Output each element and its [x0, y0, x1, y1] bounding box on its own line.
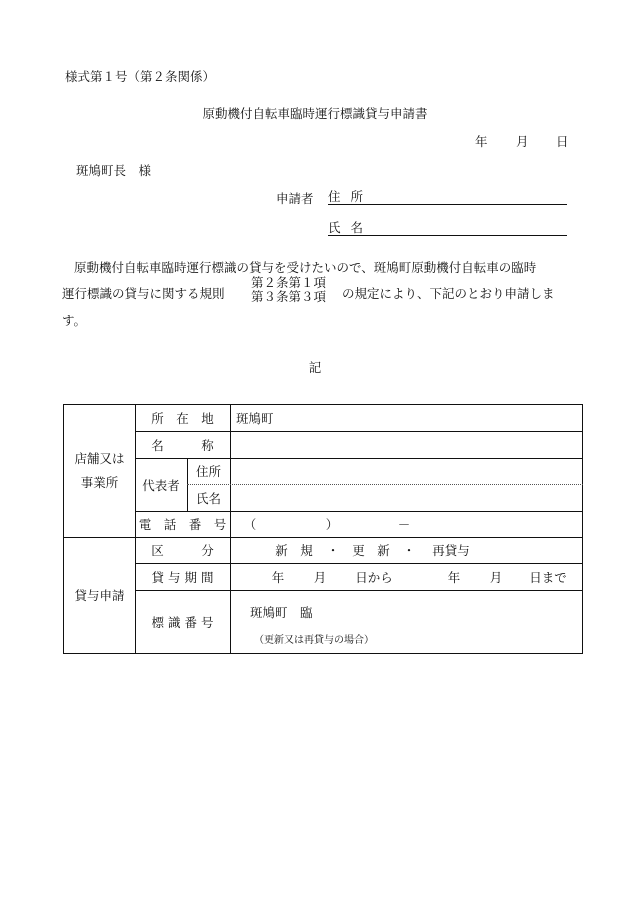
period-from: 日から [355, 569, 393, 585]
phone-close-paren: ） [325, 517, 339, 532]
date-year-label: 年 [475, 134, 488, 149]
body-paragraph-2-left: 運行標識の貸与に関する規則 [62, 286, 225, 301]
applicant-name-field[interactable] [328, 218, 567, 236]
rule-option-1: 第２条第１項 [251, 275, 327, 290]
phone-dash: － [397, 517, 411, 532]
section-store-label [64, 405, 135, 537]
body-paragraph-1: 原動機付自転車臨時運行標識の貸与を受けたいので、斑鳩町原動機付自転車の臨時 [74, 260, 537, 275]
sign-number-value[interactable]: 斑鳩町 臨 [250, 605, 313, 620]
category-label: 区 分 [151, 543, 214, 558]
sign-number-label: 標 識 番 号 [151, 614, 214, 630]
period-month-1: 月 [313, 569, 327, 585]
period-label: 貸 与 期 間 [151, 569, 214, 585]
location-value[interactable]: 斑鳩町 [236, 411, 274, 426]
business-name-value[interactable] [236, 431, 576, 458]
rep-name-value[interactable] [236, 484, 576, 511]
rep-address-value[interactable] [236, 458, 576, 484]
section-store-label-line1: 店舗又は [74, 451, 125, 466]
applicant-name-label: 氏名 [328, 220, 374, 235]
form-number: 様式第１号（第２条関係） [65, 69, 216, 84]
section-store-label-line2: 事業所 [80, 475, 119, 490]
rule-option-2: 第３条第３項 [251, 289, 327, 304]
date-month-label: 月 [516, 134, 529, 149]
document-title: 原動機付自転車臨時運行標識貸与申請書 [202, 106, 428, 121]
body-paragraph-2-right: の規定により、下記のとおり申請しま [342, 286, 555, 301]
body-paragraph-3: す。 [62, 313, 87, 328]
rule-options [251, 276, 326, 304]
period-month-2: 月 [489, 569, 503, 585]
representative-label: 代表者 [142, 477, 180, 493]
ki-heading: 記 [308, 360, 322, 375]
category-separator-2: ・ [402, 543, 416, 558]
category-new-option[interactable]: 新 規 [275, 543, 313, 558]
business-name-label: 名 称 [151, 437, 214, 453]
category-reloan-option[interactable]: 再貸与 [432, 543, 470, 558]
applicant-address-field[interactable] [328, 187, 567, 205]
period-year-2: 年 [447, 569, 461, 585]
section-loan-label: 貸与申請 [74, 588, 125, 603]
period-year-1: 年 [271, 569, 285, 585]
location-label: 所 在 地 [151, 411, 214, 426]
category-renew-option[interactable]: 更 新 [352, 543, 390, 558]
rep-name-label: 氏名 [195, 490, 221, 506]
phone-label: 電 話 番 号 [138, 517, 227, 532]
rep-address-label: 住所 [195, 464, 221, 479]
addressee: 斑鳩町長 様 [76, 163, 152, 178]
applicant-label: 申請者 [276, 191, 314, 206]
application-table [63, 404, 583, 654]
phone-open-paren: （ [243, 517, 257, 532]
date-day-label: 日 [556, 134, 569, 149]
applicant-address-label: 住所 [328, 189, 374, 204]
category-separator-1: ・ [326, 543, 340, 558]
sign-number-note: （更新又は再貸与の場合） [254, 634, 374, 646]
period-until: 日まで [529, 569, 567, 585]
